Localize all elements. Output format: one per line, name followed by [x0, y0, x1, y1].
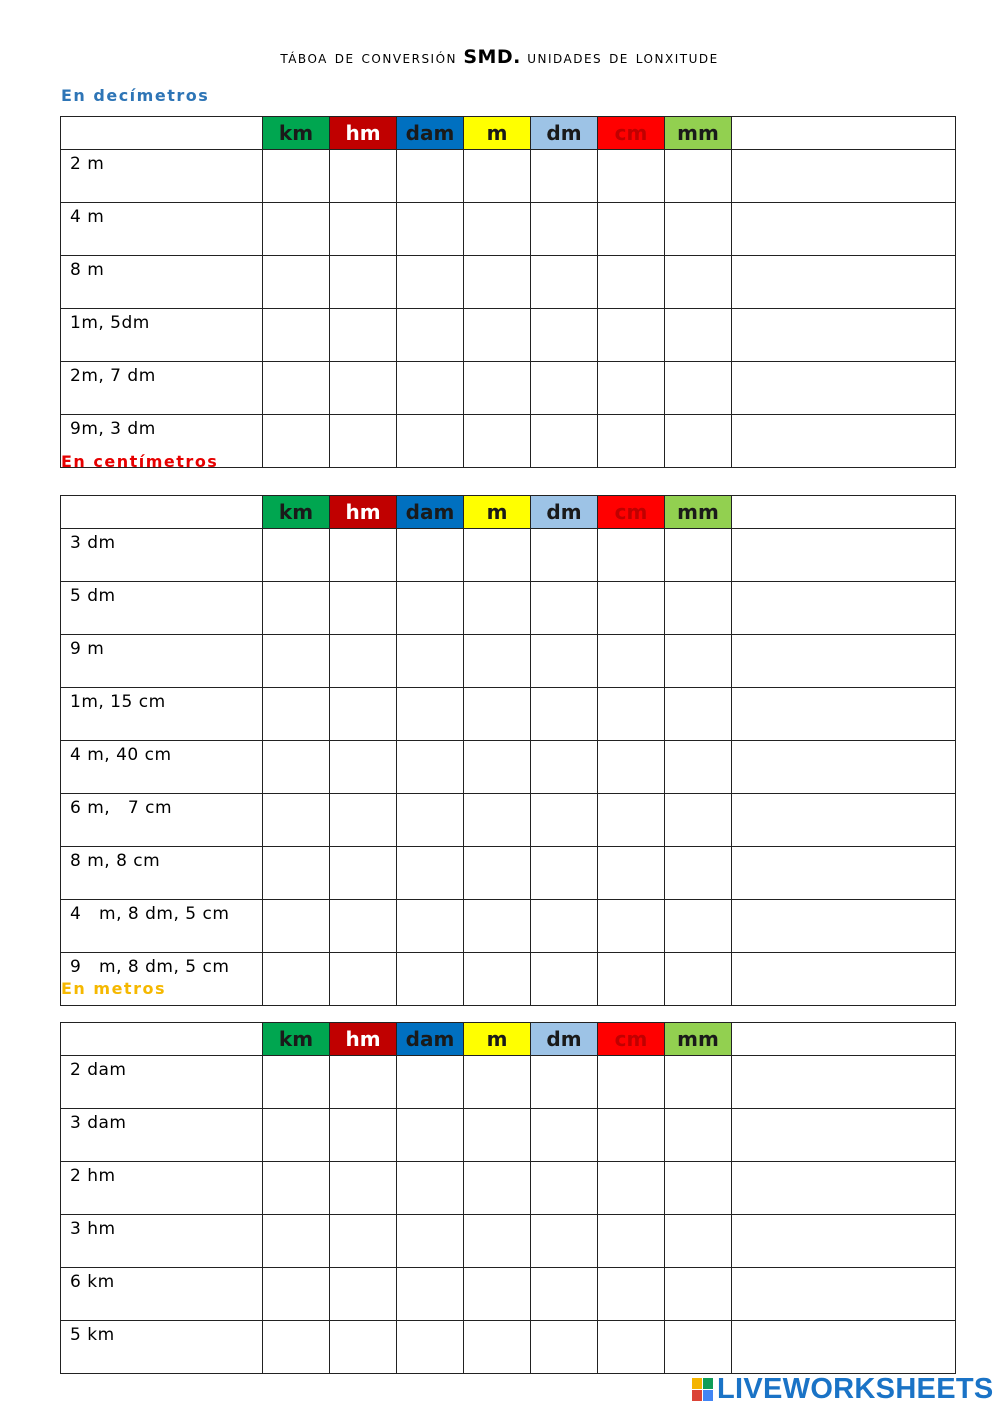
answer-cell-hm[interactable] [330, 1268, 397, 1321]
row-label: 9 m, 8 dm, 5 cm [61, 953, 263, 1006]
row-label: 5 km [61, 1321, 263, 1374]
header-blank-cell [61, 1023, 263, 1056]
section-label-centimetros: En centímetros [61, 452, 219, 471]
answer-cell-m[interactable] [464, 362, 531, 415]
unit-header-mm: mm [665, 1023, 732, 1056]
answer-cell-mm[interactable] [665, 794, 732, 847]
answer-cell-dam[interactable] [397, 847, 464, 900]
row-label: 3 dm [61, 529, 263, 582]
answer-cell-dm[interactable] [531, 362, 598, 415]
answer-cell-hm[interactable] [330, 203, 397, 256]
header-blank-cell [61, 117, 263, 150]
table-row [61, 529, 956, 582]
table-row [61, 362, 956, 415]
table-row [61, 150, 956, 203]
row-label: 6 km [61, 1268, 263, 1321]
answer-cell-hm[interactable] [330, 741, 397, 794]
answer-cell-hm[interactable] [330, 847, 397, 900]
answer-cell-m[interactable] [464, 1056, 531, 1109]
row-label: 2 m [61, 150, 263, 203]
answer-cell-dm[interactable] [531, 150, 598, 203]
unit-header-km: km [263, 1023, 330, 1056]
row-label: 1m, 15 cm [61, 688, 263, 741]
answer-cell-m[interactable] [464, 256, 531, 309]
answer-cell-m[interactable] [464, 953, 531, 1006]
answer-cell-result[interactable] [732, 256, 956, 309]
liveworksheets-badge-icon [692, 1378, 713, 1401]
answer-cell-hm[interactable] [330, 1162, 397, 1215]
section-label-metros: En metros [61, 979, 166, 998]
answer-cell-result[interactable] [732, 1215, 956, 1268]
answer-cell-mm[interactable] [665, 362, 732, 415]
unit-header-dam: dam [397, 117, 464, 150]
row-label: 5 dm [61, 582, 263, 635]
conversion-table-metros [60, 1022, 956, 1374]
answer-cell-hm[interactable] [330, 953, 397, 1006]
answer-cell-result[interactable] [732, 1321, 956, 1374]
table-row [61, 203, 956, 256]
table-row [61, 582, 956, 635]
unit-header-km: km [263, 496, 330, 529]
answer-cell-m[interactable] [464, 1162, 531, 1215]
header-trailing-cell [732, 496, 956, 529]
answer-cell-cm[interactable] [598, 635, 665, 688]
answer-cell-dm[interactable] [531, 953, 598, 1006]
answer-cell-result[interactable] [732, 1056, 956, 1109]
answer-cell-m[interactable] [464, 1321, 531, 1374]
unit-header-dam: dam [397, 1023, 464, 1056]
answer-cell-dam[interactable] [397, 1215, 464, 1268]
answer-cell-hm[interactable] [330, 150, 397, 203]
answer-cell-result[interactable] [732, 529, 956, 582]
answer-cell-cm[interactable] [598, 1215, 665, 1268]
answer-cell-dam[interactable] [397, 309, 464, 362]
answer-cell-m[interactable] [464, 150, 531, 203]
unit-header-m: m [464, 1023, 531, 1056]
header-trailing-cell [732, 1023, 956, 1056]
table-row [61, 741, 956, 794]
unit-header-m: m [464, 496, 531, 529]
answer-cell-km[interactable] [263, 203, 330, 256]
answer-cell-mm[interactable] [665, 635, 732, 688]
answer-cell-dm[interactable] [531, 635, 598, 688]
table-row [61, 1109, 956, 1162]
answer-cell-dam[interactable] [397, 953, 464, 1006]
header-row [61, 496, 956, 529]
answer-cell-m[interactable] [464, 900, 531, 953]
answer-cell-mm[interactable] [665, 256, 732, 309]
unit-header-km: km [263, 117, 330, 150]
answer-cell-dam[interactable] [397, 529, 464, 582]
answer-cell-result[interactable] [732, 415, 956, 468]
answer-cell-dm[interactable] [531, 1215, 598, 1268]
conversion-table-centimetros [60, 495, 956, 1006]
answer-cell-dm[interactable] [531, 1109, 598, 1162]
answer-cell-hm[interactable] [330, 1109, 397, 1162]
answer-cell-km[interactable] [263, 1268, 330, 1321]
answer-cell-m[interactable] [464, 741, 531, 794]
answer-cell-cm[interactable] [598, 794, 665, 847]
row-label: 9m, 3 dm [61, 415, 263, 468]
title-part-1: táboa de conversión [280, 48, 458, 68]
answer-cell-mm[interactable] [665, 847, 732, 900]
answer-cell-m[interactable] [464, 635, 531, 688]
unit-header-mm: mm [665, 117, 732, 150]
answer-cell-mm[interactable] [665, 309, 732, 362]
answer-cell-cm[interactable] [598, 1321, 665, 1374]
row-label: 3 hm [61, 1215, 263, 1268]
answer-cell-km[interactable] [263, 741, 330, 794]
table-row [61, 794, 956, 847]
unit-header-dm: dm [531, 117, 598, 150]
answer-cell-dm[interactable] [531, 529, 598, 582]
liveworksheets-logo [692, 1373, 994, 1405]
answer-cell-result[interactable] [732, 1162, 956, 1215]
table-row [61, 847, 956, 900]
answer-cell-dm[interactable] [531, 847, 598, 900]
answer-cell-km[interactable] [263, 309, 330, 362]
answer-cell-dm[interactable] [531, 256, 598, 309]
answer-cell-m[interactable] [464, 415, 531, 468]
answer-cell-mm[interactable] [665, 688, 732, 741]
answer-cell-km[interactable] [263, 1162, 330, 1215]
title-part-3: unidades de lonxitude [527, 48, 719, 68]
answer-cell-cm[interactable] [598, 1268, 665, 1321]
answer-cell-km[interactable] [263, 1215, 330, 1268]
answer-cell-result[interactable] [732, 362, 956, 415]
answer-cell-hm[interactable] [330, 309, 397, 362]
conversion-table-decimetros [60, 116, 956, 468]
answer-cell-result[interactable] [732, 1268, 956, 1321]
unit-header-mm: mm [665, 496, 732, 529]
answer-cell-m[interactable] [464, 529, 531, 582]
row-label: 4 m, 40 cm [61, 741, 263, 794]
answer-cell-mm[interactable] [665, 953, 732, 1006]
table-row [61, 309, 956, 362]
answer-cell-m[interactable] [464, 1268, 531, 1321]
liveworksheets-brand-text: LIVEWORKSHEETS [717, 1372, 994, 1405]
answer-cell-m[interactable] [464, 203, 531, 256]
answer-cell-result[interactable] [732, 1109, 956, 1162]
answer-cell-result[interactable] [732, 688, 956, 741]
answer-cell-dm[interactable] [531, 203, 598, 256]
row-label: 4 m [61, 203, 263, 256]
answer-cell-mm[interactable] [665, 741, 732, 794]
answer-cell-km[interactable] [263, 1056, 330, 1109]
answer-cell-mm[interactable] [665, 529, 732, 582]
answer-cell-mm[interactable] [665, 1215, 732, 1268]
table-row [61, 635, 956, 688]
answer-cell-m[interactable] [464, 1109, 531, 1162]
answer-cell-mm[interactable] [665, 1109, 732, 1162]
answer-cell-result[interactable] [732, 582, 956, 635]
answer-cell-mm[interactable] [665, 582, 732, 635]
answer-cell-dam[interactable] [397, 150, 464, 203]
unit-header-dam: dam [397, 496, 464, 529]
answer-cell-km[interactable] [263, 256, 330, 309]
answer-cell-result[interactable] [732, 150, 956, 203]
row-label: 8 m [61, 256, 263, 309]
table-row [61, 1162, 956, 1215]
answer-cell-dam[interactable] [397, 1268, 464, 1321]
answer-cell-km[interactable] [263, 362, 330, 415]
answer-cell-result[interactable] [732, 847, 956, 900]
table-row [61, 1268, 956, 1321]
answer-cell-km[interactable] [263, 1321, 330, 1374]
answer-cell-dam[interactable] [397, 1321, 464, 1374]
answer-cell-cm[interactable] [598, 953, 665, 1006]
answer-cell-m[interactable] [464, 794, 531, 847]
answer-cell-cm[interactable] [598, 203, 665, 256]
unit-header-dm: dm [531, 1023, 598, 1056]
answer-cell-cm[interactable] [598, 362, 665, 415]
answer-cell-cm[interactable] [598, 688, 665, 741]
answer-cell-dm[interactable] [531, 1056, 598, 1109]
answer-cell-dam[interactable] [397, 1056, 464, 1109]
answer-cell-km[interactable] [263, 900, 330, 953]
answer-cell-m[interactable] [464, 309, 531, 362]
answer-cell-mm[interactable] [665, 900, 732, 953]
answer-cell-hm[interactable] [330, 415, 397, 468]
title-part-2: SMD. [463, 46, 521, 68]
answer-cell-cm[interactable] [598, 741, 665, 794]
answer-cell-mm[interactable] [665, 150, 732, 203]
answer-cell-km[interactable] [263, 794, 330, 847]
answer-cell-mm[interactable] [665, 1321, 732, 1374]
answer-cell-dam[interactable] [397, 582, 464, 635]
row-label: 1m, 5dm [61, 309, 263, 362]
answer-cell-dm[interactable] [531, 1162, 598, 1215]
answer-cell-cm[interactable] [598, 900, 665, 953]
unit-header-cm: cm [598, 1023, 665, 1056]
table-row [61, 900, 956, 953]
answer-cell-mm[interactable] [665, 1056, 732, 1109]
answer-cell-cm[interactable] [598, 1109, 665, 1162]
answer-cell-cm[interactable] [598, 256, 665, 309]
answer-cell-cm[interactable] [598, 150, 665, 203]
answer-cell-result[interactable] [732, 635, 956, 688]
unit-header-m: m [464, 117, 531, 150]
row-label: 2m, 7 dm [61, 362, 263, 415]
row-label: 2 hm [61, 1162, 263, 1215]
table-row [61, 1215, 956, 1268]
header-row [61, 117, 956, 150]
row-label: 3 dam [61, 1109, 263, 1162]
answer-cell-hm[interactable] [330, 1321, 397, 1374]
answer-cell-dam[interactable] [397, 688, 464, 741]
answer-cell-m[interactable] [464, 688, 531, 741]
answer-cell-hm[interactable] [330, 582, 397, 635]
answer-cell-dm[interactable] [531, 415, 598, 468]
answer-cell-result[interactable] [732, 794, 956, 847]
answer-cell-result[interactable] [732, 953, 956, 1006]
answer-cell-dam[interactable] [397, 741, 464, 794]
answer-cell-mm[interactable] [665, 203, 732, 256]
answer-cell-dam[interactable] [397, 1109, 464, 1162]
answer-cell-dm[interactable] [531, 582, 598, 635]
answer-cell-dam[interactable] [397, 362, 464, 415]
answer-cell-cm[interactable] [598, 1162, 665, 1215]
answer-cell-hm[interactable] [330, 529, 397, 582]
answer-cell-hm[interactable] [330, 688, 397, 741]
table-row [61, 256, 956, 309]
answer-cell-dm[interactable] [531, 900, 598, 953]
unit-header-dm: dm [531, 496, 598, 529]
row-label: 2 dam [61, 1056, 263, 1109]
answer-cell-cm[interactable] [598, 1056, 665, 1109]
answer-cell-cm[interactable] [598, 847, 665, 900]
unit-header-hm: hm [330, 496, 397, 529]
header-row [61, 1023, 956, 1056]
answer-cell-m[interactable] [464, 847, 531, 900]
table-row [61, 1321, 956, 1374]
answer-cell-km[interactable] [263, 688, 330, 741]
header-trailing-cell [732, 117, 956, 150]
answer-cell-result[interactable] [732, 309, 956, 362]
unit-header-cm: cm [598, 117, 665, 150]
answer-cell-km[interactable] [263, 847, 330, 900]
unit-header-cm: cm [598, 496, 665, 529]
answer-cell-hm[interactable] [330, 1215, 397, 1268]
answer-cell-dam[interactable] [397, 794, 464, 847]
answer-cell-cm[interactable] [598, 582, 665, 635]
page-title [0, 46, 999, 68]
answer-cell-km[interactable] [263, 635, 330, 688]
answer-cell-dm[interactable] [531, 741, 598, 794]
answer-cell-dam[interactable] [397, 900, 464, 953]
answer-cell-dam[interactable] [397, 1162, 464, 1215]
answer-cell-hm[interactable] [330, 635, 397, 688]
answer-cell-km[interactable] [263, 582, 330, 635]
answer-cell-result[interactable] [732, 900, 956, 953]
answer-cell-cm[interactable] [598, 309, 665, 362]
table-row [61, 1056, 956, 1109]
answer-cell-m[interactable] [464, 1215, 531, 1268]
answer-cell-dm[interactable] [531, 794, 598, 847]
answer-cell-dam[interactable] [397, 203, 464, 256]
answer-cell-dam[interactable] [397, 635, 464, 688]
answer-cell-dam[interactable] [397, 256, 464, 309]
answer-cell-hm[interactable] [330, 1056, 397, 1109]
answer-cell-hm[interactable] [330, 256, 397, 309]
answer-cell-km[interactable] [263, 150, 330, 203]
table-row [61, 688, 956, 741]
answer-cell-mm[interactable] [665, 415, 732, 468]
answer-cell-m[interactable] [464, 582, 531, 635]
answer-cell-cm[interactable] [598, 529, 665, 582]
answer-cell-hm[interactable] [330, 900, 397, 953]
row-label: 6 m, 7 cm [61, 794, 263, 847]
answer-cell-hm[interactable] [330, 362, 397, 415]
answer-cell-dm[interactable] [531, 688, 598, 741]
row-label: 8 m, 8 cm [61, 847, 263, 900]
answer-cell-dam[interactable] [397, 415, 464, 468]
answer-cell-mm[interactable] [665, 1162, 732, 1215]
section-label-decimetros: En decímetros [61, 86, 210, 105]
table-row [61, 953, 956, 1006]
answer-cell-cm[interactable] [598, 415, 665, 468]
answer-cell-dm[interactable] [531, 309, 598, 362]
answer-cell-mm[interactable] [665, 1268, 732, 1321]
answer-cell-km[interactable] [263, 415, 330, 468]
answer-cell-dm[interactable] [531, 1268, 598, 1321]
unit-header-hm: hm [330, 1023, 397, 1056]
unit-header-hm: hm [330, 117, 397, 150]
answer-cell-km[interactable] [263, 953, 330, 1006]
row-label: 9 m [61, 635, 263, 688]
answer-cell-result[interactable] [732, 741, 956, 794]
row-label: 4 m, 8 dm, 5 cm [61, 900, 263, 953]
answer-cell-km[interactable] [263, 529, 330, 582]
answer-cell-dm[interactable] [531, 1321, 598, 1374]
header-blank-cell [61, 496, 263, 529]
answer-cell-hm[interactable] [330, 794, 397, 847]
answer-cell-result[interactable] [732, 203, 956, 256]
answer-cell-km[interactable] [263, 1109, 330, 1162]
